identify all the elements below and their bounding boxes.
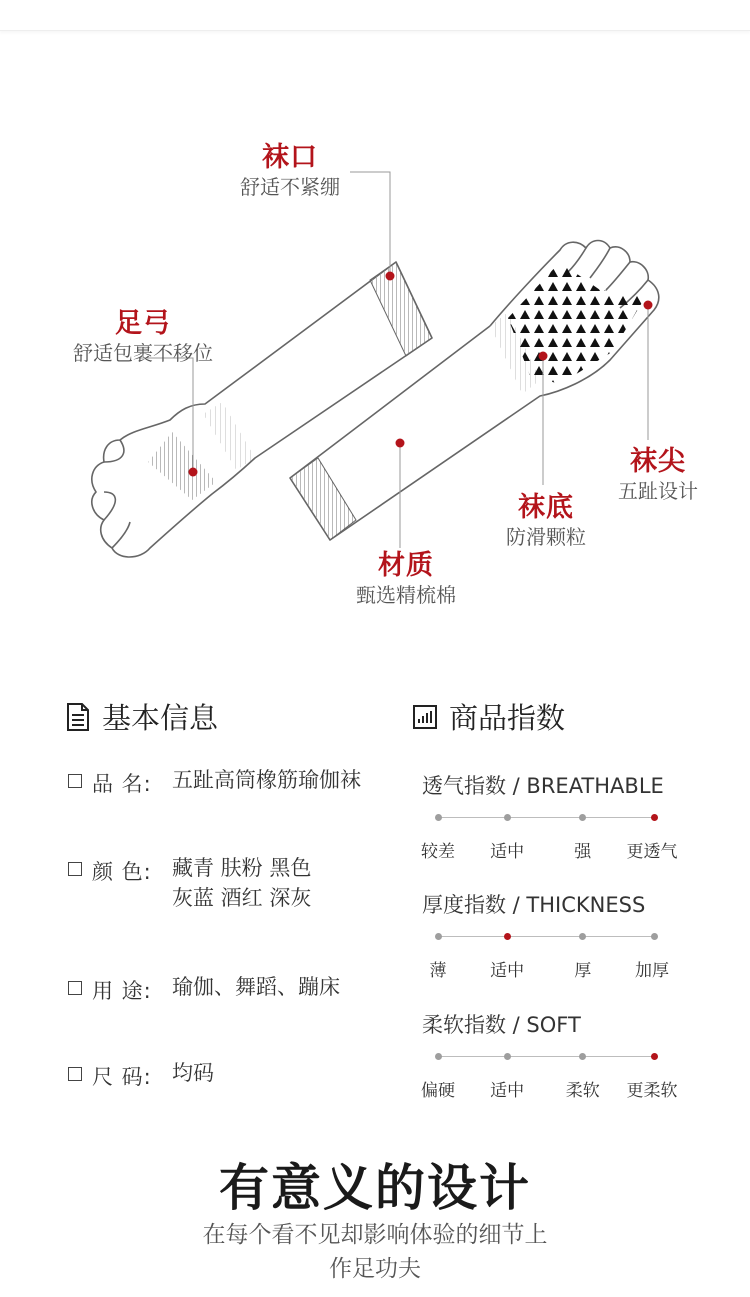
- callout-sole: [486, 492, 606, 550]
- scale-level-label: 薄: [429, 961, 447, 981]
- callout-sole-title: 袜底: [518, 492, 574, 523]
- info-label: 尺 码:: [92, 1065, 152, 1089]
- index-scale-title: 柔软指数 / SOFT: [422, 1013, 581, 1037]
- callout-arch-desc: 舒适包裹不移位: [73, 341, 213, 365]
- callout-sole-desc: 防滑颗粒: [506, 525, 586, 549]
- color-line-1: 藏青 肤粉 黑色: [172, 856, 312, 880]
- subtitle-line-2: 作足功夫: [329, 1256, 421, 1282]
- scale-level-label: 偏硬: [421, 1081, 455, 1101]
- scale-level-label: 厚: [574, 961, 592, 981]
- info-row-color: [68, 856, 311, 913]
- info-value: 五趾高筒橡筋瑜伽袜: [172, 768, 361, 792]
- callout-arch-title: 足弓: [115, 308, 171, 339]
- callout-material-title: 材质: [378, 550, 434, 581]
- callout-cuff-title: 袜口: [262, 142, 318, 173]
- subtitle-line-1: 在每个看不见却影响体验的细节上: [202, 1222, 548, 1248]
- index-scale-track: [438, 812, 654, 824]
- scale-level-label: 较差: [421, 842, 455, 862]
- scale-line: [438, 1056, 654, 1057]
- scale-level-label: 适中: [490, 1081, 525, 1101]
- index-scale-title: 透气指数 / BREATHABLE: [422, 774, 664, 798]
- index-scale-track: [438, 1051, 654, 1063]
- callout-toe-desc: 五趾设计: [618, 479, 698, 503]
- scale-dot: [504, 1053, 511, 1060]
- product-index-title-text: 商品指数: [449, 701, 566, 735]
- document-icon: [66, 703, 90, 731]
- scale-dot-active: [504, 933, 511, 940]
- scale-level-label: 加厚: [635, 961, 669, 981]
- scale-level-label: 柔软: [565, 1081, 600, 1101]
- info-value: [172, 853, 311, 913]
- scale-dot: [579, 1053, 586, 1060]
- info-label: 品 名:: [92, 772, 152, 796]
- scale-dot: [435, 814, 442, 821]
- scale-dot-active: [651, 1053, 658, 1060]
- callout-toe-title: 袜尖: [630, 446, 686, 477]
- scale-dot: [435, 1053, 442, 1060]
- scale-line: [438, 936, 654, 937]
- index-scale-title: 厚度指数 / THICKNESS: [422, 893, 646, 917]
- scale-level-label: 更透气: [626, 842, 678, 862]
- product-index-title: [413, 696, 565, 737]
- info-row-usage: [68, 975, 340, 1005]
- callout-material: [336, 550, 476, 608]
- callout-cuff: [220, 142, 360, 200]
- basic-info-title-text: 基本信息: [102, 701, 219, 735]
- scale-level-label: 强: [574, 842, 592, 862]
- callout-cuff-desc: 舒适不紧绷: [240, 175, 340, 199]
- basic-info-title: [66, 696, 218, 737]
- callout-material-desc: 甄选精梳棉: [356, 583, 456, 607]
- scale-line: [438, 817, 654, 818]
- scale-dot: [651, 933, 658, 940]
- scale-dot: [435, 933, 442, 940]
- info-row-name: [68, 768, 361, 798]
- scale-level-label: 更柔软: [626, 1081, 678, 1101]
- scale-dot: [579, 814, 586, 821]
- checkbox-icon: [68, 1067, 82, 1081]
- callout-toe: [598, 446, 718, 504]
- info-value: 均码: [172, 1061, 214, 1085]
- info-label: 用 途:: [92, 979, 152, 1003]
- headline: 有意义的设计: [219, 1159, 531, 1217]
- callout-arch: [58, 308, 228, 366]
- scale-dot: [579, 933, 586, 940]
- checkbox-icon: [68, 774, 82, 788]
- info-label: 颜 色:: [92, 860, 152, 884]
- bar-chart-icon: [413, 705, 437, 729]
- color-line-2: 灰蓝 酒红 深灰: [172, 886, 312, 910]
- scale-level-label: 适中: [490, 842, 525, 862]
- index-scale-track: [438, 931, 654, 943]
- scale-level-label: 适中: [490, 961, 525, 981]
- info-row-size: [68, 1061, 214, 1091]
- checkbox-icon: [68, 862, 82, 876]
- info-value: 瑜伽、舞蹈、蹦床: [172, 975, 340, 999]
- checkbox-icon: [68, 981, 82, 995]
- scale-dot: [504, 814, 511, 821]
- scale-dot-active: [651, 814, 658, 821]
